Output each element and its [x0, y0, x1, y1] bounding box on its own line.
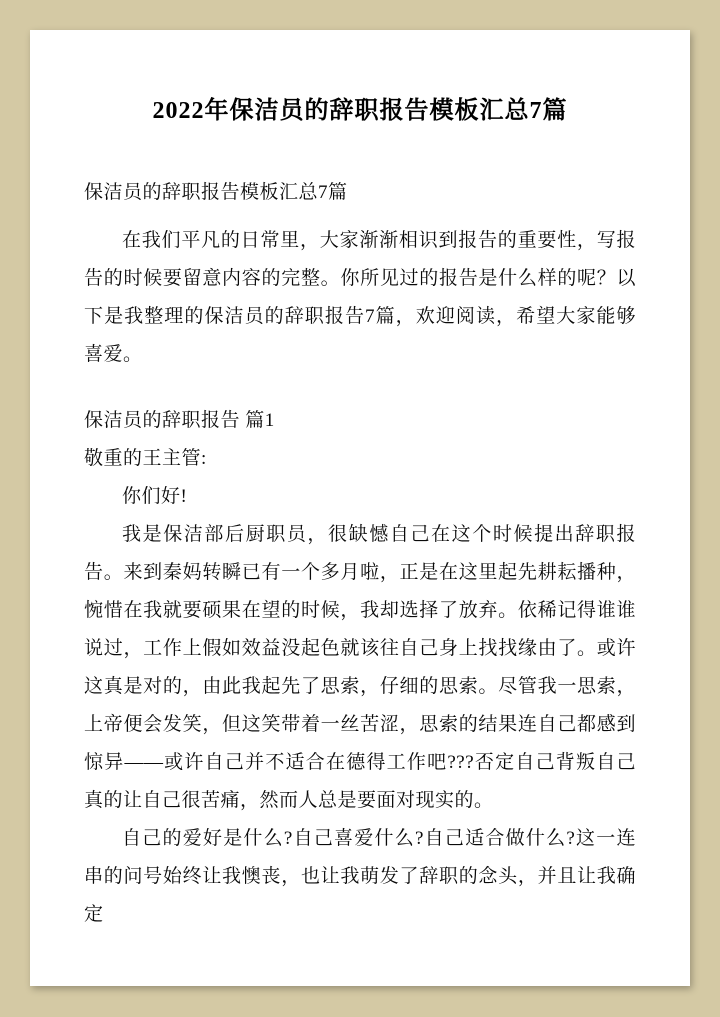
paragraph-subtitle: 保洁员的辞职报告模板汇总7篇 — [84, 182, 348, 203]
document-body — [84, 174, 636, 934]
paragraph-intro: 在我们平凡的日常里，大家渐渐相识到报告的重要性，写报告的时候要留意内容的完整。你所见过的报告是什么样的呢？以下是我整理的保洁员的辞职报告7篇，欢迎阅读，希望大家能够喜爱。 — [84, 230, 636, 365]
paragraph-section-heading: 保洁员的辞职报告 篇1 — [84, 410, 275, 431]
document-page — [30, 30, 690, 986]
document-title: 2022年保洁员的辞职报告模板汇总7篇 — [152, 98, 568, 124]
paragraph-body-2: 自己的爱好是什么?自己喜爱什么?自己适合做什么?这一连串的问号始终让我懊丧，也让我萌发了辞职的念头，并且让我确定 — [84, 828, 636, 925]
paragraph-salutation: 敬重的王主管: — [84, 448, 207, 469]
paragraph-body-1: 我是保洁部后厨职员，很缺憾自己在这个时候提出辞职报告。来到秦妈转瞬已有一个多月啦，正是在这里起先耕耘播种，惋惜在我就要硕果在望的时候，我却选择了放弃。依稀记得谁谁说过，工作上假如效益没起色就该往自己身上找找缘由了。或许这真是对的，由此我起先了思索，仔细的思索。尽管我一思索，上帝便会发笑，但这笑带着一丝苦涩，思索的结果连自己都感到惊异——或许自己并不适合在德得工作吧???否定自己背叛自己真的让自己很苦痛，然而人总是要面对现实的。 — [84, 524, 636, 811]
paragraph-greeting: 你们好! — [122, 486, 188, 507]
